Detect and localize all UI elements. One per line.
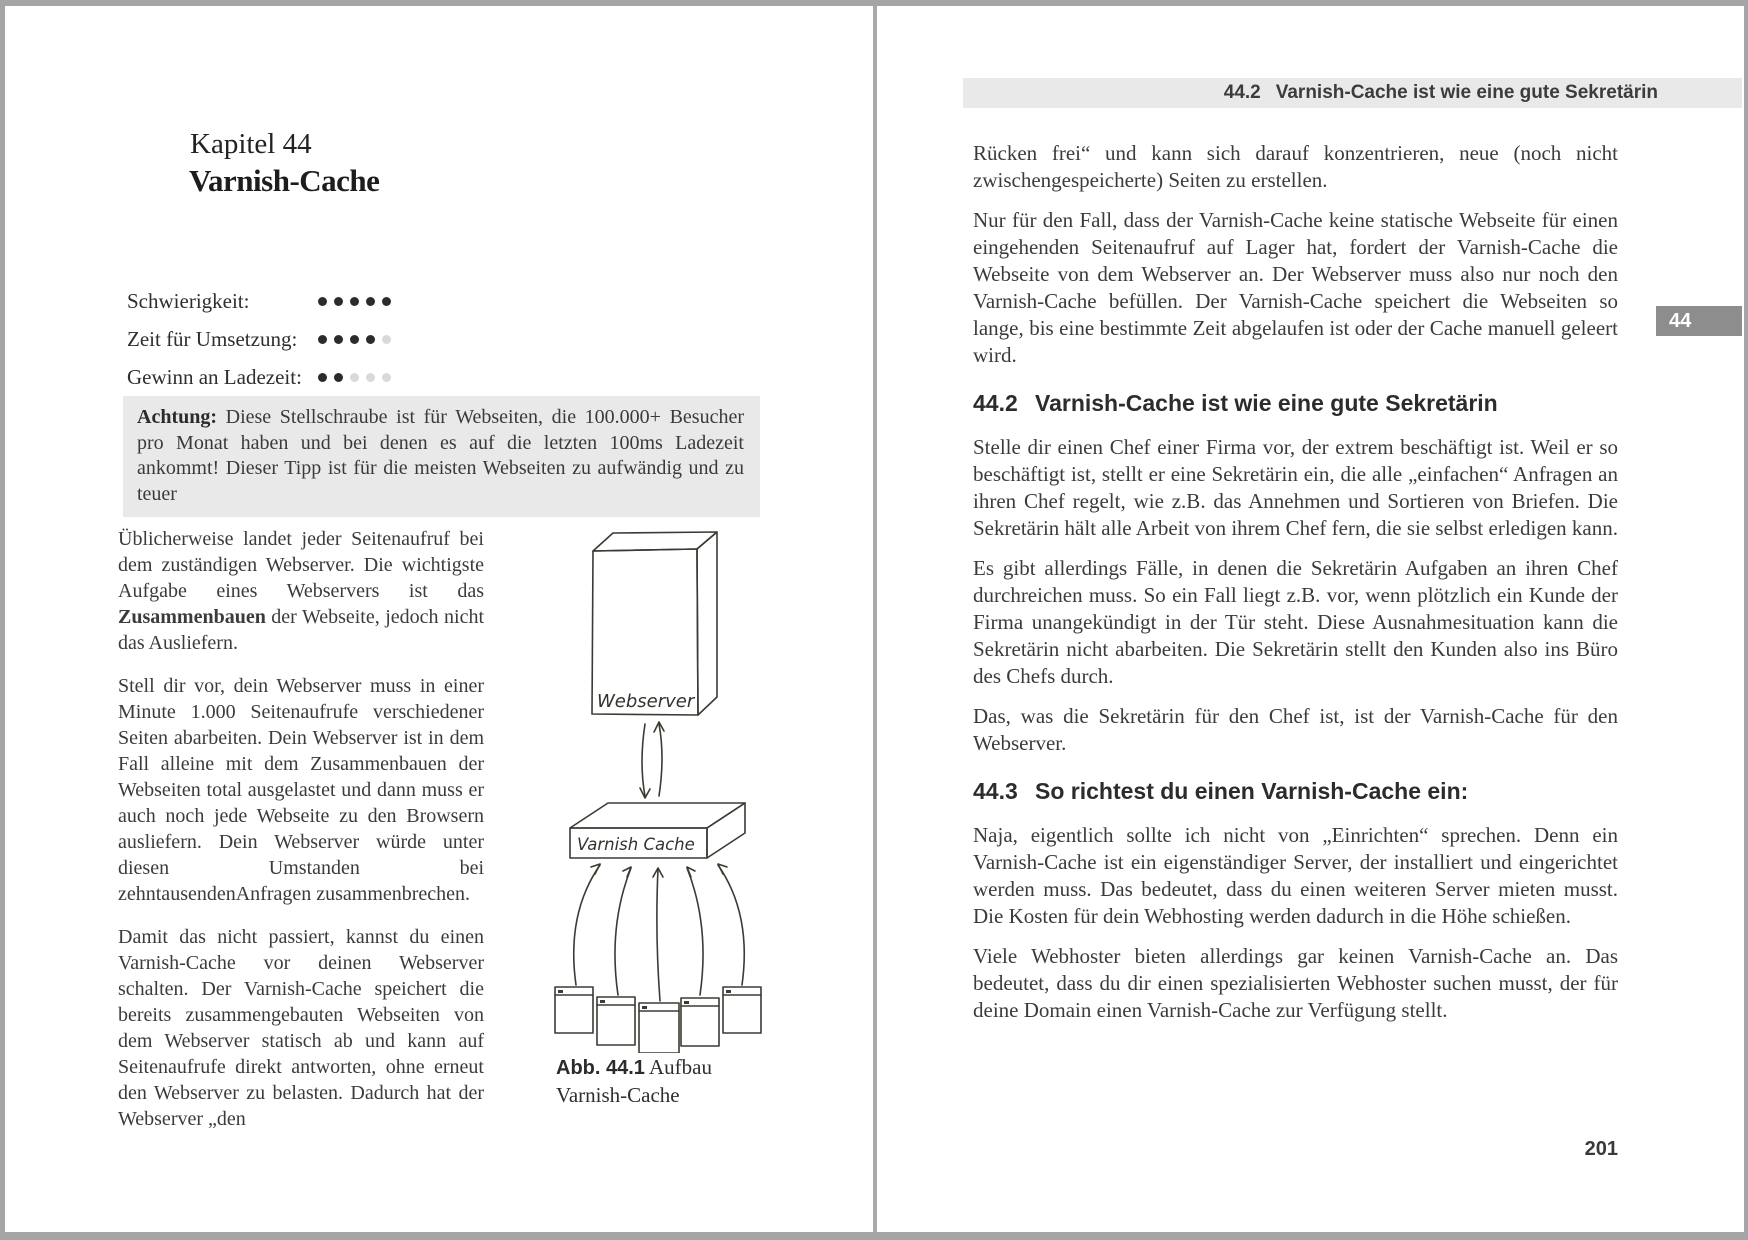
rating-row [127,358,398,396]
paragraph: Stell dir vor, dein Webserver muss in einer Minute 1.000 Seitenaufrufe verschiedener Seiten abarbeiten. Dein Webserver ist in dem Fall alleine mit dem Zusammenbauen der Webseiten total ausgelastet und dann muss er auch noch jede Webseite zu den Browsern ausliefern. Dein Webserver würde unter diesen Umstanden bei zehntausendenAnfragen zusammenbrechen. [118,675,484,905]
chapter-tab: 44 [1656,306,1742,336]
rating-dot-filled [318,335,327,344]
rating-row [127,320,398,358]
warning-box [123,396,760,517]
section-number: 44.2 [973,390,1018,416]
rating-dot-empty [382,335,391,344]
section-heading-44.3 [973,777,1618,805]
sync-arrows-icon [640,722,664,798]
rating-dot-empty [382,373,391,382]
paragraph: Damit das nicht passiert, kannst du einen Varnish-Cache vor deinen Webserver schalten. Der Varnish-Cache speichert die bereits zusammengebauten Webseiten von dem Webserver statisch ab und kann auf Seitenaufrufe direkt antworten, ohne erneut den Webserver zu belasten. Dadurch hat der Webserver „den [118,926,484,1130]
paragraph: Naja, eigentlich sollte ich nicht von „Einrichten“ sprechen. Denn ein Varnish-Cache ist ein eigenständiger Server, der installiert und eingerichtet werden muss. Das bedeutet, dass du einen weiteren Server mieten musst. Die Kosten für dein Webhosting werden dadurch in die Höhe schießen. [973,823,1618,928]
request-arrows-icon [574,864,745,1001]
rating-dot-filled [350,335,359,344]
rating-label: Gewinn an Ladezeit: [127,364,302,389]
rating-dots [318,373,398,382]
rating-row [127,282,398,320]
page-edge-bottom [0,1232,1748,1240]
paragraph: Es gibt allerdings Fälle, in denen die Sekretärin Aufgaben an ihren Chef durchreichen muss. So ein Fall liegt z.B. vor, wenn plötzlich ein Kunde der Firma unangekündigt in der Tür steht. Diese Ausnahmesituation kann die Sekretärin nicht abarbeiten. Die Sekretärin stellt den Kunden also ins Büro des Chefs durch. [973,556,1618,688]
browser-window [555,987,593,1033]
rating-label: Zeit für Umsetzung: [127,326,298,351]
webserver-label: Webserver [597,691,695,712]
rating-dots [318,335,398,344]
varnish-cache-box [570,803,745,858]
rating-dot-filled [382,297,391,306]
rating-dot-filled [334,335,343,344]
section-number: 44.3 [973,778,1018,804]
rating-dot-filled [318,297,327,306]
rating-dot-filled [366,297,375,306]
running-header-title: Varnish-Cache ist wie eine gute Sekretärin [1275,82,1658,103]
running-header-number: 44.2 [1223,82,1261,103]
paragraph: Stelle dir einen Chef einer Firma vor, der extrem beschäftigt ist. Weil er so beschäftigt ist, stellt er eine Sekretärin ein, die alle „einfachen“ Anfragen an ihren Chef regelt, wie z.B. das Annehmen und Sortieren von Briefen. Die Sekretärin hält alle Arbeit von ihrem Chef fern, die sie selbst erledigen kann. [973,435,1618,540]
rating-label: Schwierigkeit: [127,288,250,313]
warning-text: Diese Stellschraube ist für Webseiten, die 100.000+ Besucher pro Monat haben und bei denen es auf die letzten 100ms Ladezeit ankommt! Dieser Tipp ist für die meisten Webseiten zu aufwändig und zu teuer [137,406,744,505]
paragraph: Nur für den Fall, dass der Varnish-Cache keine statische Webseite für einen eingehenden Seitenaufruf auf Lager hat, fordert der Varnish-Cache die Webseite von dem Webserver an. Der Webserver muss also nur noch den Varnish-Cache befüllen. Der Varnish-Cache speichert die Webseiten so lange, bis eine bestimmte Zeit abgelaufen ist oder der Cache manuell geleert wird. [973,208,1618,367]
varnish-cache-label: Varnish Cache [577,835,695,854]
figure-diagram [540,518,770,1053]
browser-window [597,997,635,1045]
section-heading-44.2 [973,389,1618,417]
right-text-column [973,140,1618,1037]
browser-window [639,1003,679,1053]
webserver-box [592,532,717,715]
section-title: Varnish-Cache ist wie eine gute Sekretärin [1035,390,1498,416]
rating-dot-filled [318,373,327,382]
page-edge-right [1744,0,1748,1240]
page-edge-left [0,0,5,1240]
rating-dot-empty [350,373,359,382]
browser-window [723,987,761,1033]
browser-windows [555,987,761,1053]
rating-dot-filled [366,335,375,344]
figure-caption [556,1054,741,1109]
ratings-list [127,282,398,396]
warning-label: Achtung: [137,406,218,428]
rating-dot-filled [334,297,343,306]
paragraph: Viele Webhoster bieten allerdings gar keinen Varnish-Cache an. Das bedeutet, dass du dir einen spezialisierten Webhoster suchen musst, der für deine Domain einen Varnish-Cache zur Verfügung stellt. [973,944,1618,1022]
chapter-title: Varnish-Cache [189,163,380,198]
chapter-label: Kapitel 44 [190,128,312,160]
page-number: 201 [1584,1138,1618,1160]
figure-caption-text: Aufbau Varnish-Cache [556,1055,712,1107]
browser-window [681,998,719,1046]
paragraph: Rücken frei“ und kann sich darauf konzentrieren, neue (noch nicht zwischengespeicherte) Seiten zu erstellen. [973,141,1618,192]
figure-caption-number: Abb. 44.1 [556,1057,645,1079]
rating-dots [318,297,398,306]
rating-dot-filled [350,297,359,306]
section-title: So richtest du einen Varnish-Cache ein: [1035,778,1469,804]
rating-dot-empty [366,373,375,382]
running-header [963,78,1742,108]
page-gutter [873,6,877,1232]
rating-dot-filled [334,373,343,382]
paragraph: Das, was die Sekretärin für den Chef ist, ist der Varnish-Cache für den Webserver. [973,704,1618,755]
left-text-column [118,526,484,1149]
paragraph: Üblicherweise landet jeder Seitenaufruf bei dem zuständigen Webserver. Die wichtigste Aufgabe eines Webservers ist das Zusammenbauen der Webseite, jedoch nicht das Ausliefern. [118,528,484,654]
